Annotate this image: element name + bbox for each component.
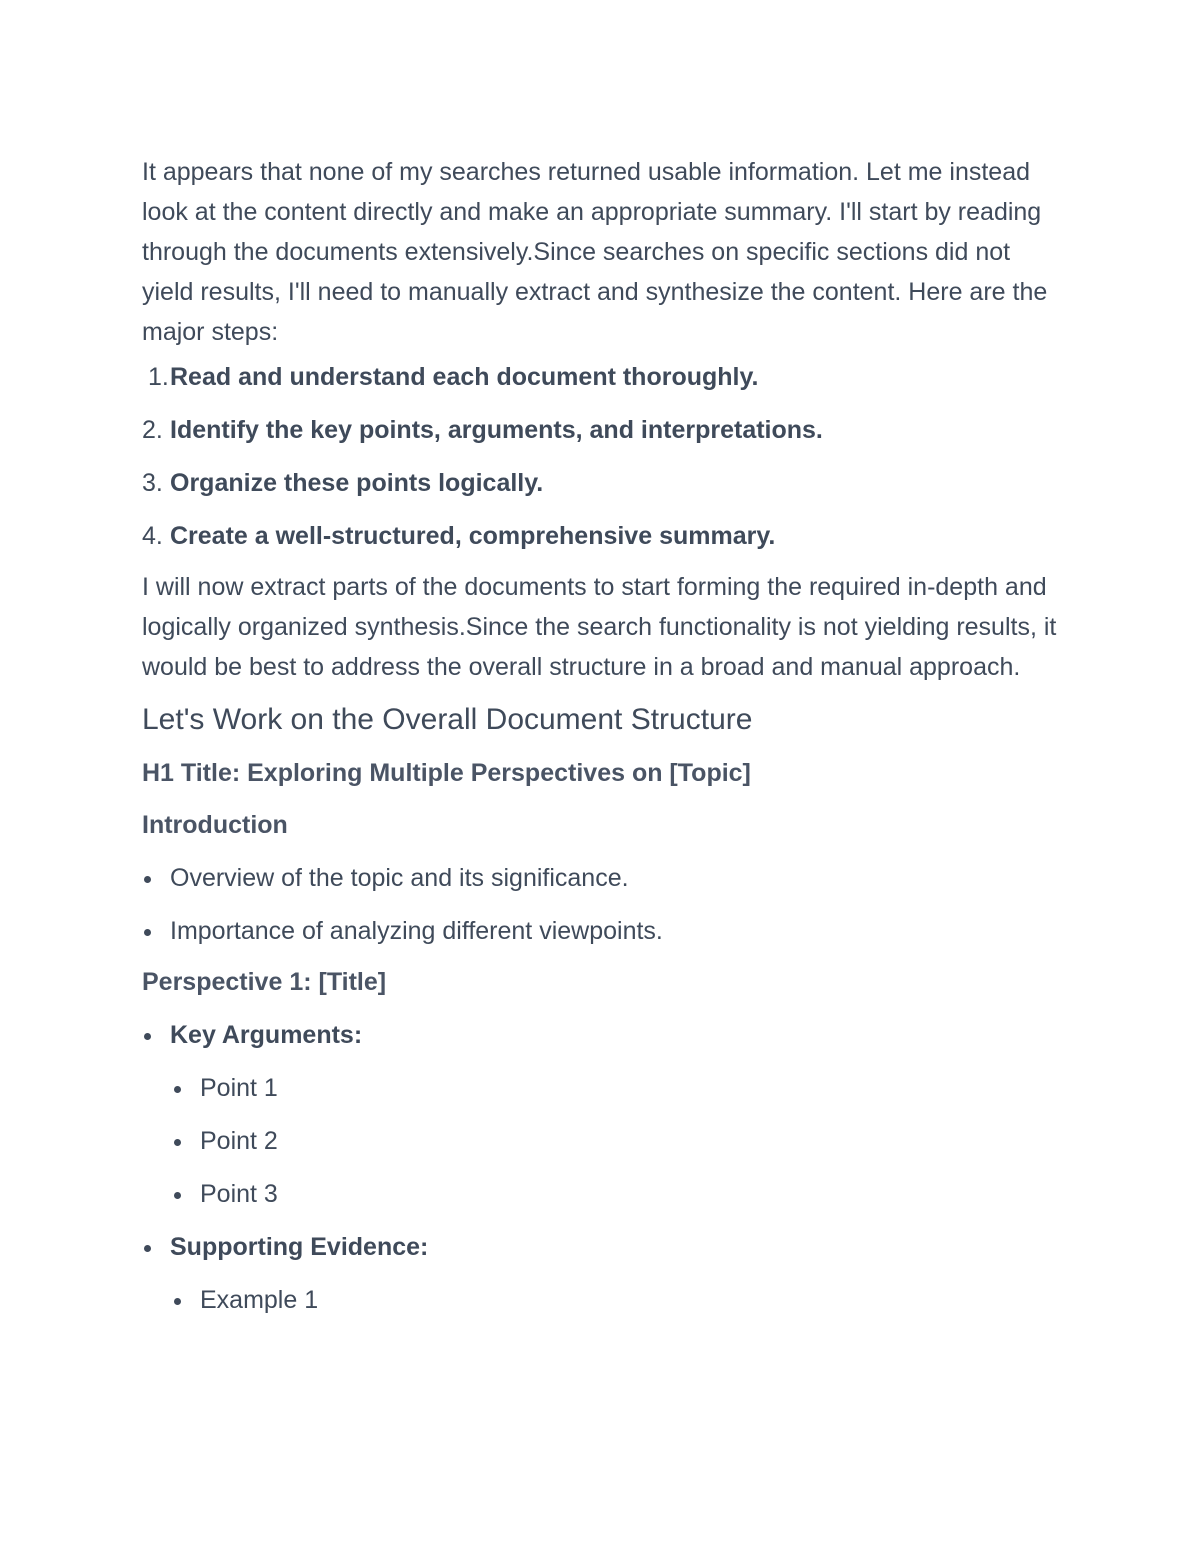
- document-body: [142, 152, 1057, 1338]
- list-item: [142, 362, 1057, 392]
- step-text: Identify the key points, arguments, and interpretations.: [170, 416, 823, 444]
- section-heading: Let's Work on the Overall Document Structure: [142, 703, 753, 736]
- step-number: 3.: [142, 469, 163, 497]
- step-number: 2.: [142, 416, 163, 444]
- list-item: Overview of the topic and its significance.: [142, 863, 1057, 893]
- step-text: Organize these points logically.: [170, 469, 544, 497]
- list-item: Importance of analyzing different viewpoints.: [142, 916, 1057, 946]
- list-item: [142, 468, 1057, 498]
- list-item: Example 1: [142, 1285, 1057, 1315]
- step-text: Read and understand each document thoroughly.: [170, 363, 759, 391]
- supporting-evidence-label: Supporting Evidence:: [142, 1232, 1057, 1262]
- introduction-bullets: [142, 863, 1057, 946]
- step-text: Create a well-structured, comprehensive summary.: [170, 522, 776, 550]
- perspective-heading: Perspective 1: [Title]: [142, 968, 387, 996]
- intro-paragraph: It appears that none of my searches returned usable information. Let me instead look at the content directly and make an appropriate summary. I'll start by reading through the documents extensively.Since searches on specific sections did not yield results, I'll need to manually extract and synthesize the content. Here are the major steps:: [142, 158, 1048, 346]
- steps-list: [142, 362, 1057, 551]
- list-item: [142, 415, 1057, 445]
- list-item: [142, 521, 1057, 551]
- h1-title-line: H1 Title: Exploring Multiple Perspectives on [Topic]: [142, 759, 751, 787]
- perspective-bullets: [142, 1020, 1057, 1315]
- introduction-heading: Introduction: [142, 811, 288, 839]
- list-item: Point 3: [142, 1179, 1057, 1209]
- list-item: Point 1: [142, 1073, 1057, 1103]
- step-number: 1.: [148, 363, 169, 391]
- second-paragraph: I will now extract parts of the documents to start forming the required in-depth and logically organized synthesis.Since the search functionality is not yielding results, it would be best to address the overall structure in a broad and manual approach.: [142, 573, 1057, 681]
- key-arguments-label: Key Arguments:: [142, 1020, 1057, 1050]
- list-item: Point 2: [142, 1126, 1057, 1156]
- step-number: 4.: [142, 522, 163, 550]
